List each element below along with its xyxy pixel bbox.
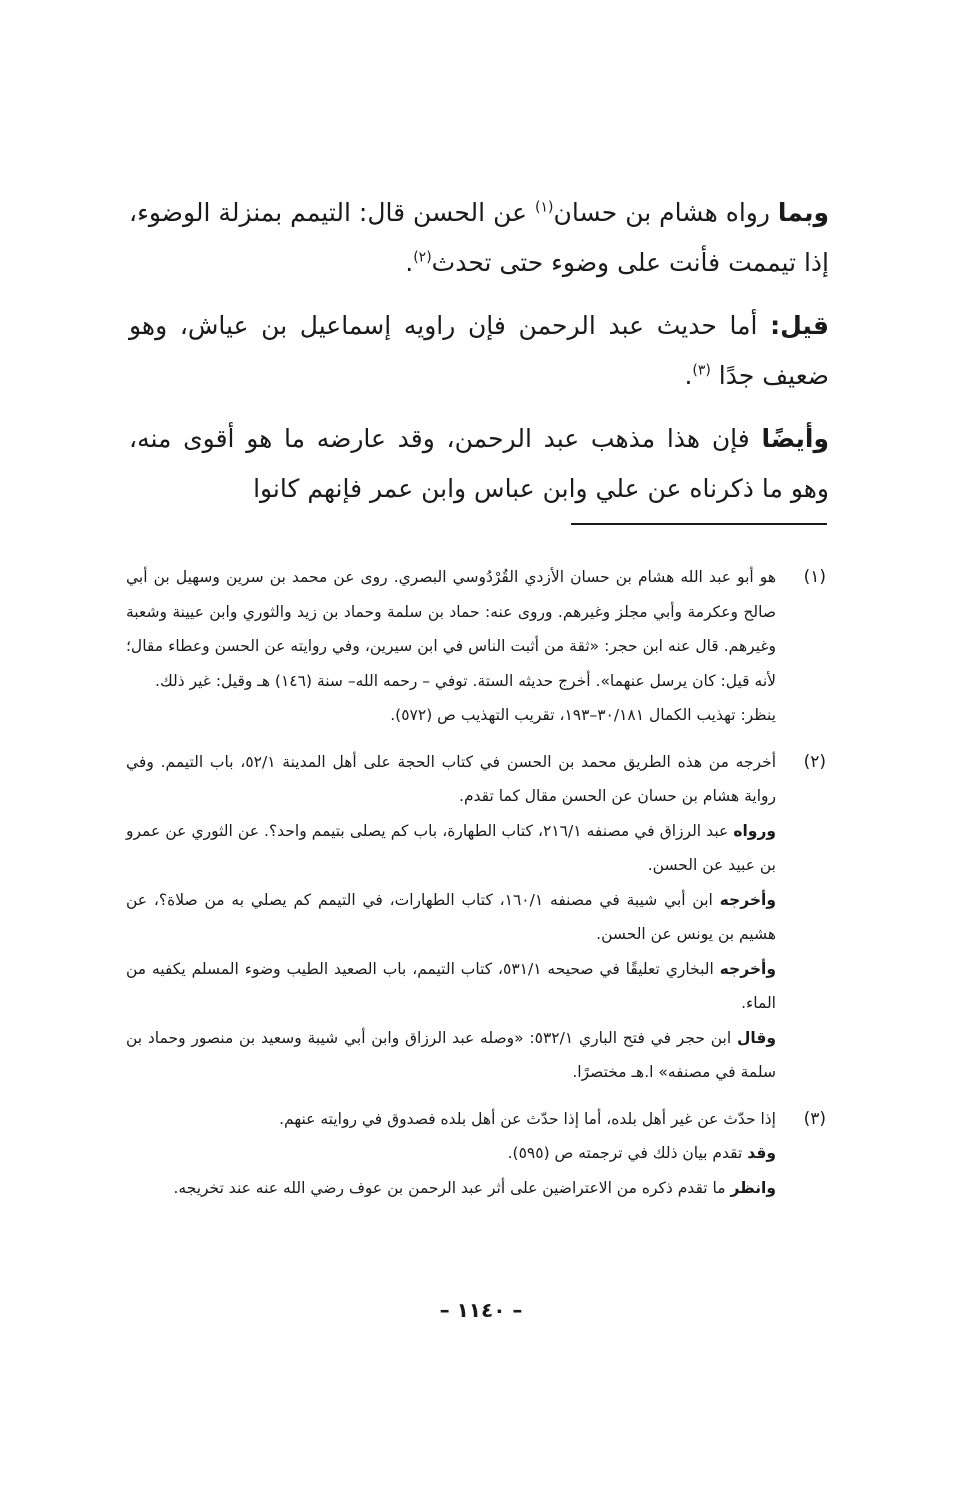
footnote-line xyxy=(126,1102,776,1137)
footnote-text: عبد الرزاق في مصنفه ٢١٦/١، كتاب الطهارة، باب كم يصلى بتيمم واحد؟. عن الثوري عن عمرو بن عبيد عن الحسن. xyxy=(126,821,776,874)
footnote-2 xyxy=(126,745,826,1090)
paragraph-lead: وبما xyxy=(777,198,829,227)
footnote-lead: وانظر xyxy=(730,1178,776,1197)
paragraph-text: عن الحسن قال: التيمم بمنزلة الوضوء، إذا تيممت فأنت على وضوء حتى تحدث xyxy=(129,198,829,277)
footnote-line xyxy=(126,952,776,1021)
footnote-lead: وقال xyxy=(736,1028,776,1047)
footnote-number: (٢) xyxy=(803,751,826,772)
paragraph-lead: قيل: xyxy=(770,311,829,340)
footnote-text: البخاري تعليقًا في صحيحه ٥٣١/١، كتاب التيمم، باب الصعيد الطيب وضوء المسلم يكفيه من الماء. xyxy=(126,959,776,1012)
footnote-number: (١) xyxy=(803,567,826,587)
footnote-line xyxy=(126,883,776,952)
paragraph-end: . xyxy=(405,248,414,277)
footnote-text: ابن حجر في فتح الباري ٥٣٢/١: «وصله عبد الرزاق وابن أبي شيبة وسعيد بن منصور وحماد بن سلمة في مصنفه» ا.هـ مختصرًا. xyxy=(126,1028,776,1081)
footnote-ref-2: (٢) xyxy=(413,249,432,266)
footnote-lead: ورواه xyxy=(733,821,776,840)
footnote-text: ابن أبي شيبة في مصنفه ١٦٠/١، كتاب الطهارات، في التيمم كم يصلي به من صلاة؟، عن هشيم بن يونس عن الحسن. xyxy=(126,890,776,943)
footnote-text: أخرجه من هذه الطريق محمد بن الحسن في كتاب الحجة على أهل المدينة ٥٢/١، باب التيمم. وفي رواية هشام بن حسان عن الحسن مقال كما تقدم. xyxy=(126,752,776,805)
main-text xyxy=(129,188,829,527)
footnote-text: ينظر: تهذيب الكمال ٣٠/١٨١–١٩٣، تقريب التهذيب ص (٥٧٢). xyxy=(390,706,776,724)
footnote-line xyxy=(126,745,776,814)
paragraph-text: فإن هذا مذهب عبد الرحمن، وقد عارضه ما هو أقوى منه، وهو ما ذكرناه عن علي وابن عباس وابن عمر فإنهم كانوا xyxy=(129,424,829,503)
footnote-line xyxy=(126,1021,776,1090)
footnote-text: هو أبو عبد الله هشام بن حسان الأزدي القُرْدُوسي البصري. روى عن محمد بن سرين وسهيل بن أبي صالح وعكرمة وأبي مجلز وغيرهم. وروى عنه: حماد بن سلمة وحماد بن زيد والثوري وابن عيينة وشعبة وغيرهم. قال عنه ابن حجر: «ثقة من أثبت الناس في ابن سيرين، وفي روايته عن الحسن وعطاء مقال؛ لأنه قيل: كان يرسل عنهما». أخرج حديثه الستة. توفي – رحمه الله– سنة (١٤٦) هـ وقيل: غير ذلك. xyxy=(126,568,776,690)
page-number: – ١١٤٠ – xyxy=(439,1298,523,1322)
footnote-lead: وقد xyxy=(747,1144,776,1162)
footnote-line xyxy=(126,1171,776,1206)
paragraph-3 xyxy=(129,414,829,514)
footnote-text: تقدم بيان ذلك في ترجمته ص (٥٩٥). xyxy=(507,1144,748,1162)
footnote-divider xyxy=(571,523,827,525)
footnote-number: (٣) xyxy=(803,1108,826,1129)
footnote-line xyxy=(126,1136,776,1171)
paragraph-lead: وأيضًا xyxy=(761,424,829,453)
paragraph-end: . xyxy=(684,361,693,390)
footnote-lead: وأخرجه xyxy=(719,959,776,978)
paragraph-1 xyxy=(129,188,829,288)
footnote-3 xyxy=(126,1102,826,1206)
paragraph-text: أما حديث عبد الرحمن فإن راويه إسماعيل بن عياش، وهو ضعيف جدًا xyxy=(129,311,829,390)
footnote-text: ما تقدم ذكره من الاعتراضين على أثر عبد الرحمن بن عوف رضي الله عنه عند تخريجه. xyxy=(173,1178,731,1197)
footnote-line xyxy=(126,560,776,698)
footnote-ref-1: (١) xyxy=(535,199,554,216)
paragraph-text: رواه هشام بن حسان xyxy=(553,198,778,227)
footnotes xyxy=(126,560,826,1217)
footnote-line xyxy=(126,814,776,883)
footnote-lead: وأخرجه xyxy=(719,890,776,909)
footnote-line xyxy=(126,698,776,733)
footnote-text: إذا حدّث عن غير أهل بلده، أما إذا حدّث عن أهل بلده فصدوق في روايته عنهم. xyxy=(279,1109,776,1128)
paragraph-2 xyxy=(129,301,829,401)
footnote-ref-3: (٣) xyxy=(692,362,711,379)
footnote-1 xyxy=(126,560,826,733)
